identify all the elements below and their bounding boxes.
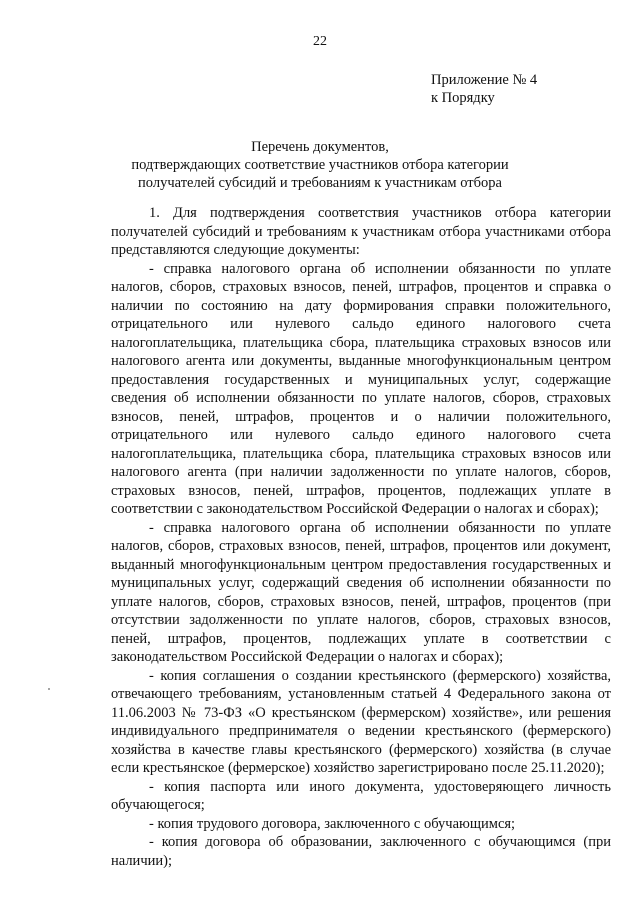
document-body [111, 204, 611, 870]
document-title [0, 138, 640, 192]
scan-mark [48, 688, 50, 690]
appendix-line: Приложение № 4 [431, 72, 538, 88]
page-number: 22 [313, 34, 327, 49]
list-item: - копия паспорта или иного документа, удостоверяющего личность обучающегося; [111, 778, 611, 813]
paragraph: 1. Для подтверждения соответствия участников отбора категории получателей субсидий и требованиям к участникам отбора участниками отбора представляются следующие документы: [111, 205, 611, 258]
appendix-header [431, 71, 537, 107]
title-line: получателей субсидий и требованиям к участникам отбора [138, 175, 502, 191]
title-line: Перечень документов, [251, 139, 389, 155]
list-item: - копия трудового договора, заключенного с обучающимся; [149, 815, 516, 832]
list-item: - копия договора об образовании, заключенного с обучающимся (при наличии); [111, 834, 611, 869]
list-item: - копия соглашения о создании крестьянского (фермерского) хозяйства, отвечающего требованиям, установленным статьей 4 Федерального закона от 11.06.2003 № 73-ФЗ «О крестьянском (фермерском) хозяйстве», или решения индивидуального предпринимателя о ведении крестьянского (фермерского) хозяйства в качестве главы крестьянского (фермерского) хозяйства (в случае если крестьянское (фермерское) хозяйство зарегистрировано после 25.11.2020); [111, 667, 611, 776]
list-item: - справка налогового органа об исполнении обязанности по уплате налогов, сборов, страховых взносов, пеней, штрафов, процентов и справка о наличии по состоянию на дату формирования справки положительного, отрицательного или нулевого сальдо единого налогового счета налогоплательщика, плательщика сбора, плательщика страховых взносов или налогового агента или документы, выданные многофункциональным центром предоставления государственных и муниципальных услуг, содержащие сведения об исполнении обязанности по уплате налогов, сборов, страховых взносов, пеней, штрафов, процентов и о наличии положительного, отрицательного или нулевого сальдо единого налогового счета налогоплательщика, плательщика сбора, плательщика страховых взносов или налогового агента (при наличии задолженности по уплате налогов, сборов, страховых взносов, пеней, штрафов, процентов, подлежащих уплате в соответствии с законодательством Российской Федерации о налогах и сборах); [111, 260, 611, 517]
title-line: подтверждающих соответствие участников отбора категории [131, 157, 509, 173]
list-item: - справка налогового органа об исполнении обязанности по уплате налогов, сборов, страховых взносов, пеней, штрафов, процентов или документ, выданный многофункциональным центром предоставления государственных и муниципальных услуг, содержащий сведения об исполнении обязанности по уплате налогов, сборов, страховых взносов, пеней, штрафов, процентов (при отсутствии задолженности по уплате налогов, сборов, страховых взносов, пеней, штрафов, процентов, подлежащих уплате в соответствии с законодательством Российской Федерации о налогах и сборах); [111, 519, 611, 665]
appendix-line: к Порядку [431, 90, 495, 106]
